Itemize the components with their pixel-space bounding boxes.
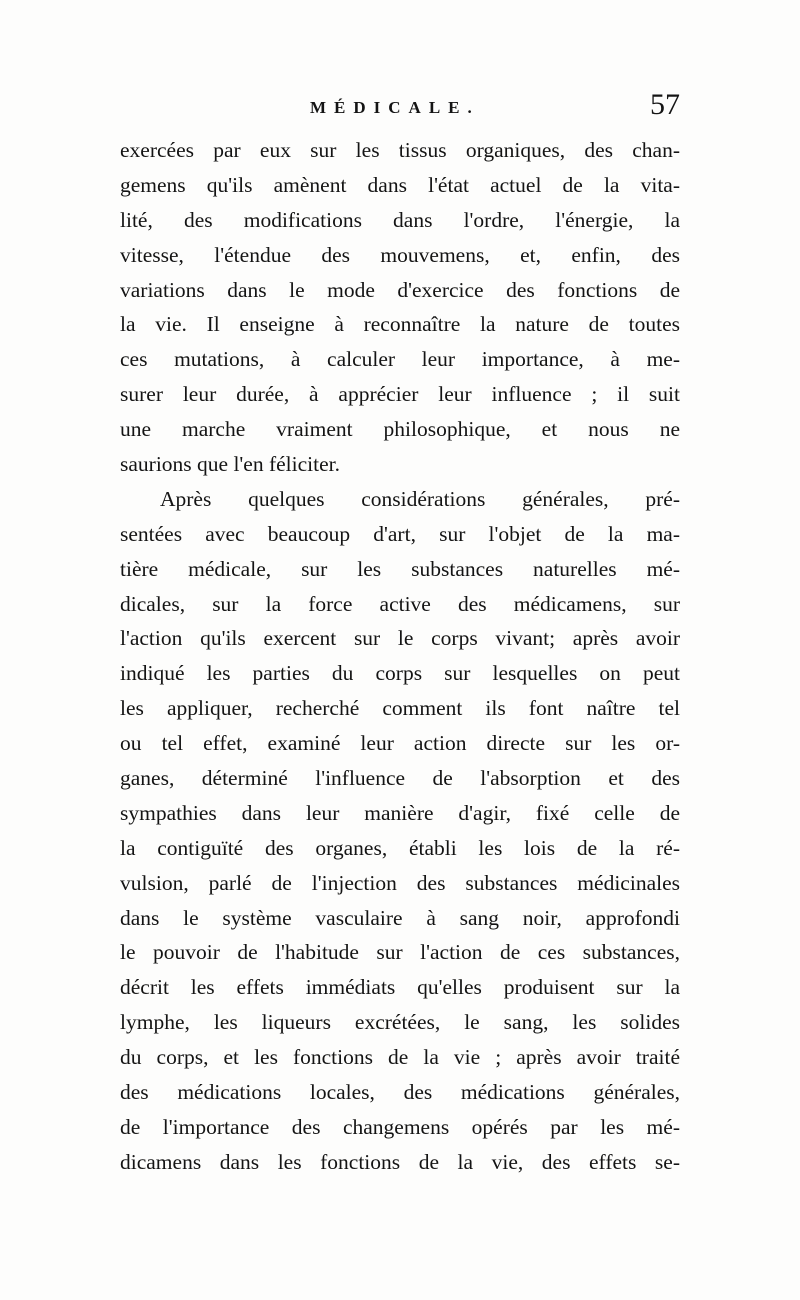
text-line: variations dans le mode d'exercice des fonctions de <box>120 277 680 302</box>
text-line: lymphe, les liqueurs excrétées, le sang, les solides <box>120 1010 680 1035</box>
text-line: des médications locales, des médications générales, <box>120 1080 680 1105</box>
text-line: du corps, et les fonctions de la vie ; après avoir traité <box>120 1045 680 1070</box>
running-head <box>120 88 680 128</box>
text-line: vulsion, parlé de l'injection des substances médicinales <box>120 870 680 895</box>
text-line: sympathies dans leur manière d'agir, fixé celle de <box>120 800 680 825</box>
text-line: sentées avec beaucoup d'art, sur l'objet de la ma- <box>120 521 680 546</box>
text-line: dicales, sur la force active des médicamens, sur <box>120 591 680 616</box>
text-line: les appliquer, recherché comment ils font naître tel <box>120 696 680 721</box>
text-line: dicamens dans les fonctions de la vie, des effets se- <box>120 1149 680 1174</box>
text-line: ganes, déterminé l'influence de l'absorption et des <box>120 766 680 791</box>
running-title: MÉDICALE. <box>310 98 480 117</box>
text-line: dans le système vasculaire à sang noir, approfondi <box>120 905 680 930</box>
text-line: exercées par eux sur les tissus organiques, des chan- <box>120 138 680 162</box>
text-line: la vie. Il enseigne à reconnaître la nature de toutes <box>120 312 680 337</box>
body-text <box>120 133 680 1180</box>
text-line: tière médicale, sur les substances naturelles mé- <box>120 556 680 581</box>
text-line: surer leur durée, à apprécier leur influence ; il suit <box>120 382 680 407</box>
text-line: le pouvoir de l'habitude sur l'action de ces substances, <box>120 940 680 965</box>
text-line: ces mutations, à calculer leur importance, à me- <box>120 347 680 372</box>
text-line: de l'importance des changemens opérés par les mé- <box>120 1114 680 1139</box>
paragraph-start-line: Après quelques considérations générales, pré- <box>160 486 680 511</box>
text-line: décrit les effets immédiats qu'elles produisent sur la <box>120 975 680 1000</box>
text-line: indiqué les parties du corps sur lesquelles on peut <box>120 661 680 686</box>
text-line: l'action qu'ils exercent sur le corps vivant; après avoir <box>120 626 680 651</box>
paragraph-end-line: saurions que l'en féliciter. <box>120 452 340 477</box>
text-line: lité, des modifications dans l'ordre, l'énergie, la <box>120 207 680 232</box>
text-line: la contiguïté des organes, établi les lois de la ré- <box>120 835 680 860</box>
text-line: gemens qu'ils amènent dans l'état actuel de la vita- <box>120 172 680 197</box>
text-line: une marche vraiment philosophique, et nous ne <box>120 417 680 442</box>
text-line: ou tel effet, examiné leur action directe sur les or- <box>120 731 680 756</box>
page-number: 57 <box>650 88 680 121</box>
text-line: vitesse, l'étendue des mouvemens, et, enfin, des <box>120 242 680 267</box>
